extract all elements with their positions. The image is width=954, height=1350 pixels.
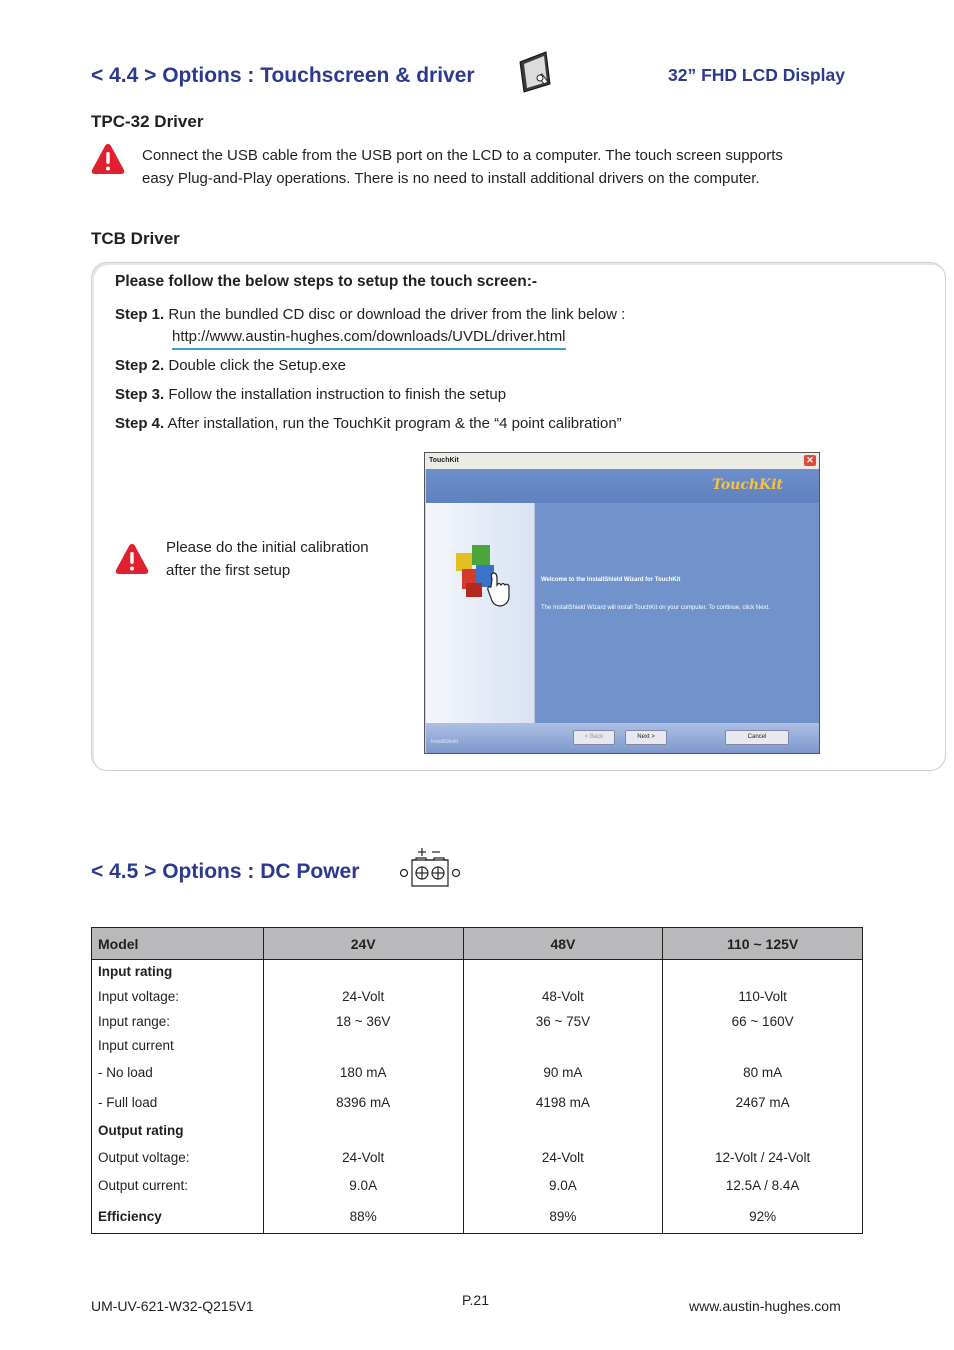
touchkit-logo: TouchKit <box>712 477 783 493</box>
table-row <box>92 1034 863 1058</box>
table-row <box>92 1200 863 1234</box>
tpc-heading: TPC-32 Driver <box>91 112 204 131</box>
column-header-110v: 110 ~ 125V <box>663 928 863 960</box>
table-cell <box>263 960 463 984</box>
row-label: Output rating <box>92 1117 264 1144</box>
touchkit-installer-screenshot <box>424 452 820 754</box>
table-cell <box>663 960 863 984</box>
table-row <box>92 960 863 984</box>
column-header-24v: 24V <box>263 928 463 960</box>
table-row <box>92 1144 863 1171</box>
table-cell: 24-Volt <box>263 1144 463 1171</box>
table-cell: 8396 mA <box>263 1088 463 1117</box>
table-cell <box>463 1117 663 1144</box>
table-row <box>92 1171 863 1200</box>
step-1-label: Step 1. <box>115 306 165 323</box>
table-cell <box>463 1034 663 1058</box>
installer-header <box>426 469 819 503</box>
tcb-intro: Please follow the below steps to setup the touch screen:- <box>115 273 538 290</box>
product-name: 32” FHD LCD Display <box>668 65 845 85</box>
warning-icon <box>90 142 126 176</box>
table-cell <box>263 1117 463 1144</box>
table-cell: 9.0A <box>463 1171 663 1200</box>
table-cell: 90 mA <box>463 1058 663 1088</box>
section-44-title: < 4.4 > Options : Touchscreen & driver <box>91 64 475 87</box>
table-cell: 89% <box>463 1200 663 1234</box>
table-cell: 110-Volt <box>663 984 863 1009</box>
driver-download-link[interactable]: http://www.austin-hughes.com/downloads/UVDL/driver.html <box>172 328 566 350</box>
table-row <box>92 1009 863 1034</box>
table-cell <box>663 1034 863 1058</box>
step-2-text: Double click the Setup.exe <box>168 357 346 374</box>
table-row <box>92 1058 863 1088</box>
row-label: Input range: <box>92 1009 264 1034</box>
page-number: P.21 <box>462 1292 489 1308</box>
row-label: Output current: <box>92 1171 264 1200</box>
installer-description: The InstallShield Wizard will install TouchKit on your computer. To continue, click Next. <box>541 605 770 611</box>
row-label: Input rating <box>92 960 264 984</box>
column-header-model: Model <box>92 928 264 960</box>
table-row <box>92 984 863 1009</box>
table-cell: 24-Volt <box>263 984 463 1009</box>
table-cell: 4198 mA <box>463 1088 663 1117</box>
installer-window-title: TouchKit <box>429 457 459 464</box>
close-icon[interactable]: ✕ <box>804 455 816 466</box>
table-header-row <box>92 928 863 960</box>
row-label: Output voltage: <box>92 1144 264 1171</box>
table-cell: 9.0A <box>263 1171 463 1200</box>
table-cell: 2467 mA <box>663 1088 863 1117</box>
table-cell: 18 ~ 36V <box>263 1009 463 1034</box>
dc-power-terminal-icon <box>396 846 462 890</box>
step-3-text: Follow the installation instruction to finish the setup <box>168 386 507 403</box>
table-cell: 92% <box>663 1200 863 1234</box>
section-45-title: < 4.5 > Options : DC Power <box>91 860 360 883</box>
tpc-text-line-2: easy Plug-and-Play operations. There is no need to install additional drivers on the computer. <box>142 170 760 187</box>
step-1-text: Run the bundled CD disc or download the driver from the link below : <box>168 306 626 323</box>
table-cell <box>263 1034 463 1058</box>
installer-app-icon <box>452 543 514 609</box>
tpc-description <box>142 144 862 190</box>
step-4-text: After installation, run the TouchKit program & the “4 point calibration” <box>167 415 622 432</box>
cancel-button[interactable]: Cancel <box>725 730 789 745</box>
table-row <box>92 1117 863 1144</box>
installer-content-panel <box>535 503 819 723</box>
step-4 <box>115 415 622 432</box>
calibration-note-line-2: after the first setup <box>166 562 291 579</box>
table-cell: 180 mA <box>263 1058 463 1088</box>
document-id: UM-UV-621-W32-Q215V1 <box>91 1298 254 1314</box>
table-cell: 12.5A / 8.4A <box>663 1171 863 1200</box>
next-button[interactable]: Next > <box>625 730 667 745</box>
back-button[interactable]: < Back <box>573 730 615 745</box>
table-row <box>92 1088 863 1117</box>
table-cell: 36 ~ 75V <box>463 1009 663 1034</box>
installer-side-panel <box>426 503 535 723</box>
touchscreen-icon <box>516 50 556 96</box>
row-label: Input current <box>92 1034 264 1058</box>
installshield-brand: InstallShield <box>431 739 458 745</box>
installer-titlebar <box>425 453 819 469</box>
table-cell <box>663 1117 863 1144</box>
dc-power-spec-table <box>91 927 863 1234</box>
table-body <box>92 960 863 1234</box>
column-header-48v: 48V <box>463 928 663 960</box>
calibration-note-line-1: Please do the initial calibration <box>166 539 369 556</box>
tcb-heading: TCB Driver <box>91 229 180 248</box>
website: www.austin-hughes.com <box>689 1298 841 1314</box>
step-2-label: Step 2. <box>115 357 165 374</box>
warning-icon <box>114 542 150 576</box>
step-4-label: Step 4. <box>115 415 165 432</box>
step-3-label: Step 3. <box>115 386 165 403</box>
step-1 <box>115 306 625 323</box>
step-2 <box>115 357 346 374</box>
row-label: - No load <box>92 1058 264 1088</box>
tpc-text-line-1: Connect the USB cable from the USB port on the LCD to a computer. The touch screen supports <box>142 147 783 164</box>
table-cell: 66 ~ 160V <box>663 1009 863 1034</box>
table-cell: 12-Volt / 24-Volt <box>663 1144 863 1171</box>
table-cell: 24-Volt <box>463 1144 663 1171</box>
row-label: Input voltage: <box>92 984 264 1009</box>
calibration-note <box>166 536 369 582</box>
step-3 <box>115 386 506 403</box>
table-cell <box>463 960 663 984</box>
installer-welcome-text: Welcome to the InstallShield Wizard for TouchKit <box>541 577 681 583</box>
row-label: - Full load <box>92 1088 264 1117</box>
row-label: Efficiency <box>92 1200 264 1234</box>
table-cell: 88% <box>263 1200 463 1234</box>
table-cell: 48-Volt <box>463 984 663 1009</box>
table-cell: 80 mA <box>663 1058 863 1088</box>
